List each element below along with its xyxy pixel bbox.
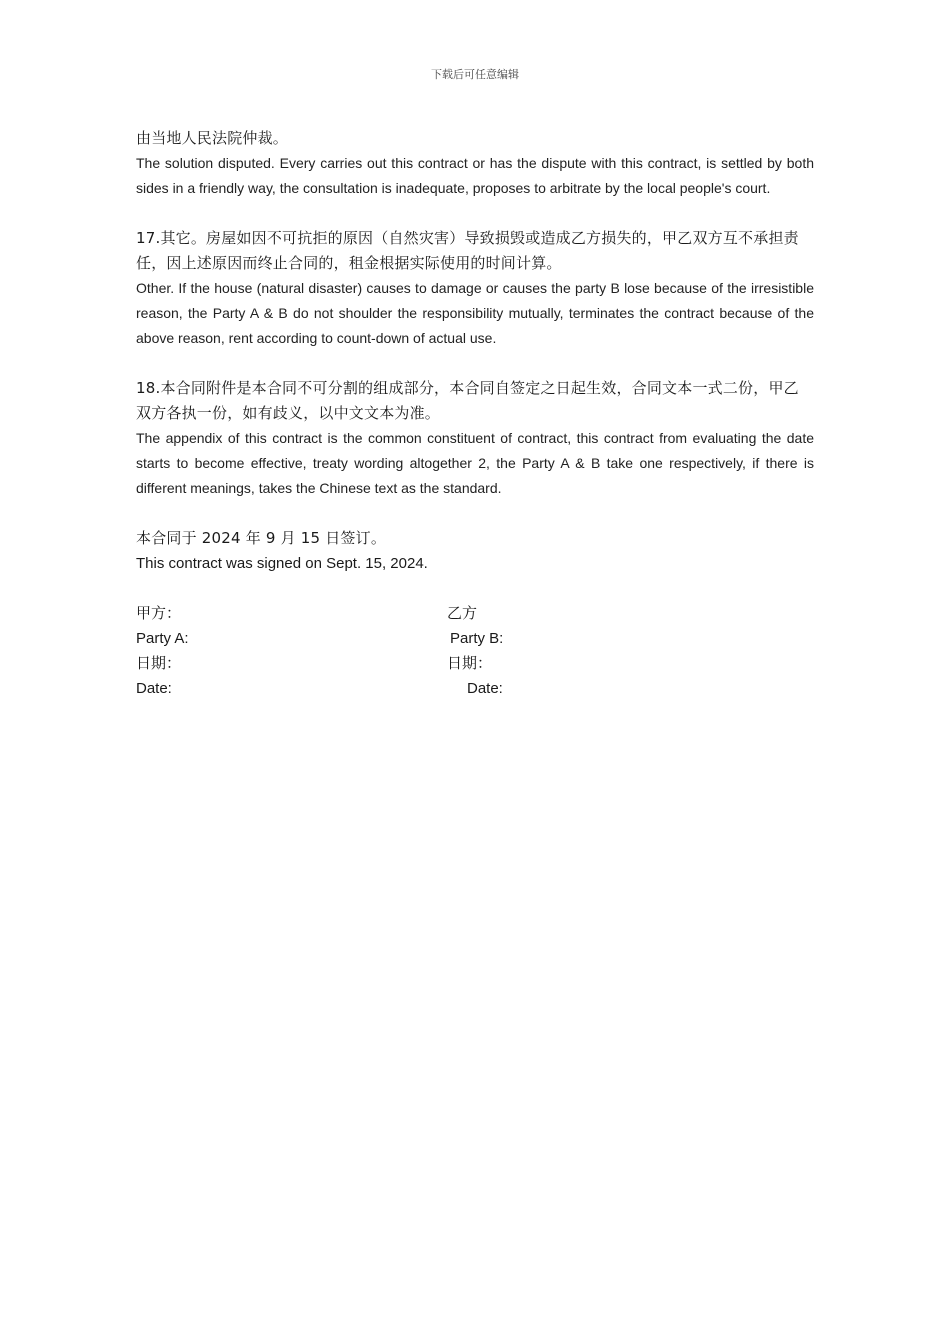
- date-b-label-en: Date:: [467, 680, 503, 697]
- clause-17-zh: 17.其它。房屋如因不可抗拒的原因（自然灾害）导致损毁或造成乙方损失的，甲乙双方互不承担责任，因上述原因而终止合同的，租金根据实际使用的时间计算。: [136, 229, 799, 272]
- party-b-label-zh: 乙方: [447, 604, 478, 622]
- spacer: [136, 351, 814, 376]
- party-b-label-en: Party B:: [450, 630, 504, 647]
- clause-16-zh: 由当地人民法院仲裁。: [136, 129, 289, 147]
- date-a-label-zh: 日期：: [136, 654, 182, 672]
- spacer: [136, 501, 814, 526]
- clause-17-en: Other. If the house (natural disaster) causes to damage or causes the party B lose because of the irresistible reason, the Party A & B do not shoulder the responsibility mutually, terminates the contract because of the above reason, rent according to count-down of actual use.: [136, 280, 814, 346]
- signing-date-zh: 本合同于 2024 年 9 月 15 日签订。: [136, 529, 387, 547]
- party-a-label-zh: 甲方：: [136, 604, 182, 622]
- signing-date-en: This contract was signed on Sept. 15, 2024.: [136, 555, 428, 572]
- date-a-label-en: Date:: [136, 680, 172, 697]
- signature-row-party-en: [136, 626, 814, 651]
- signature-row-party-zh: [136, 601, 814, 626]
- signature-row-date-en: [136, 676, 814, 701]
- spacer: [136, 576, 814, 601]
- clause-16-en: The solution disputed. Every carries out this contract or has the dispute with this contract, is settled by both sides in a friendly way, the consultation is inadequate, proposes to arbitrate by the local people's court.: [136, 155, 814, 196]
- page-header: 下载后可任意编辑: [431, 68, 519, 81]
- spacer: [136, 201, 814, 226]
- signature-row-date-zh: [136, 651, 814, 676]
- clause-18-en: The appendix of this contract is the common constituent of contract, this contract from evaluating the date starts to become effective, treaty wording altogether 2, the Party A & B take one respectively, if there is different meanings, takes the Chinese text as the standard.: [136, 430, 814, 496]
- party-a-label-en: Party A:: [136, 630, 189, 647]
- date-b-label-zh: 日期：: [447, 654, 493, 672]
- contract-body: [136, 126, 814, 701]
- clause-18-zh: 18.本合同附件是本合同不可分割的组成部分，本合同自签定之日起生效，合同文本一式二份，甲乙双方各执一份，如有歧义，以中文文本为准。: [136, 379, 799, 422]
